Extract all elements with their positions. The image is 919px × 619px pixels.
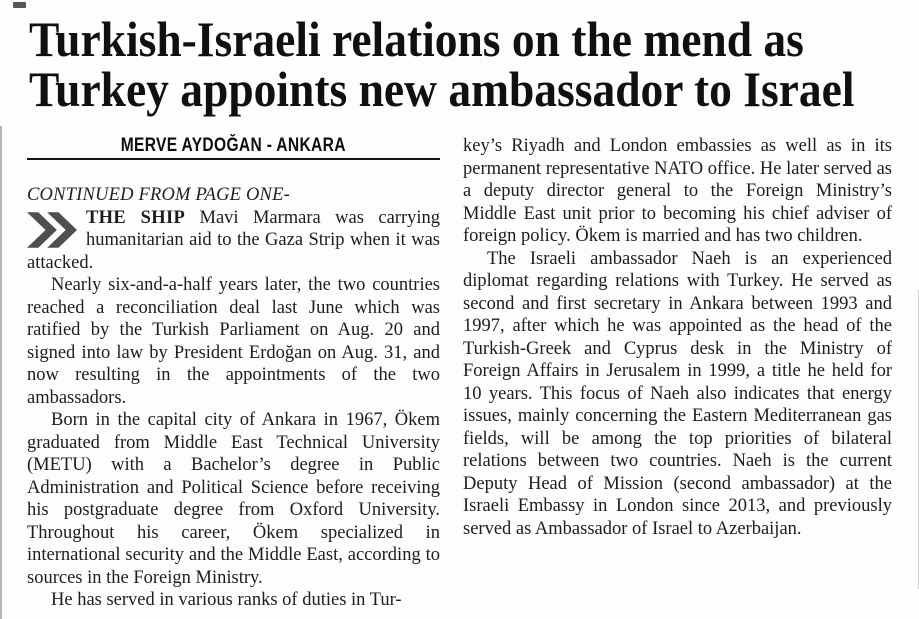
paragraph-naeh-bio: The Israeli ambassador Naeh is an experienced diplomat regarding relations with Turkey. He served as second and first secretary in Ankara between 1993 and 1997, after which he was appointed as the head of the Turkish-Greek and Cyprus desk in the Ministry of Foreign Affairs in Jerusalem in 1999, a title he held for 10 years. This focus of Naeh also indicates that energy issues, mainly concerning the Eastern Mediterranean gas fields, will be among the top priorities of bilateral relations between two countries. Naeh is the current Deputy Head of Mission (second ambassador) at the Israeli Embassy in London since 2013, and previously served as Ambassador of Israel to Azerbaijan. — [463, 248, 892, 539]
left-column — [27, 135, 440, 612]
lead-phrase: THE SHIP — [86, 207, 186, 228]
paragraph-okem-bio: Born in the capital city of Ankara in 1967, Ökem graduated from Middle East Technical University (METU) with a Bachelor’s degree in Public Administration and Political Science before receiving his postgraduate degree from Oxford University. Throughout his career, Ökem specialized in international security and the Middle East, according to sources in the Foreign Ministry. — [27, 410, 440, 588]
paragraph-duties-start: He has served in various ranks of duties in Tur- — [51, 590, 402, 610]
paragraph-reconciliation: Nearly six-and-a-half years later, the two countries reached a reconciliation deal last June which was ratified by the Turkish Parliament on Aug. 20 and signed into law by President Erdoğan on Aug. 31, and now resulting in the appointments of the two ambassadors. — [27, 275, 440, 408]
byline-text: MERVE AYDOĞAN - ANKARA — [120, 135, 347, 156]
scan-edge-artifact-left — [0, 126, 2, 619]
lead-paragraph — [27, 207, 440, 275]
right-column — [463, 135, 892, 540]
headline-line-1: Turkish-Israeli relations on the mend as — [29, 11, 804, 67]
article-headline — [29, 11, 894, 117]
article-body — [27, 135, 894, 612]
scan-artifact-speck — [13, 2, 26, 8]
paragraph-duties-continued: key’s Riyadh and London embassies as well as in its permanent representative NATO office. He later served as a deputy director general to the Foreign Ministry’s Middle East unit prior to becoming his chief adviser of foreign policy. Ökem is married and has two children. — [463, 136, 892, 246]
continued-notice: CONTINUED FROM PAGE ONE- — [27, 185, 290, 205]
lead-text: Mavi Marmara was carrying humanitarian aid to the Gaza Strip when it was attacked. — [27, 207, 441, 273]
headline-line-2: Turkey appoints new ambassador to Israel — [29, 61, 855, 117]
double-chevron-icon — [27, 210, 77, 250]
byline — [27, 135, 440, 160]
